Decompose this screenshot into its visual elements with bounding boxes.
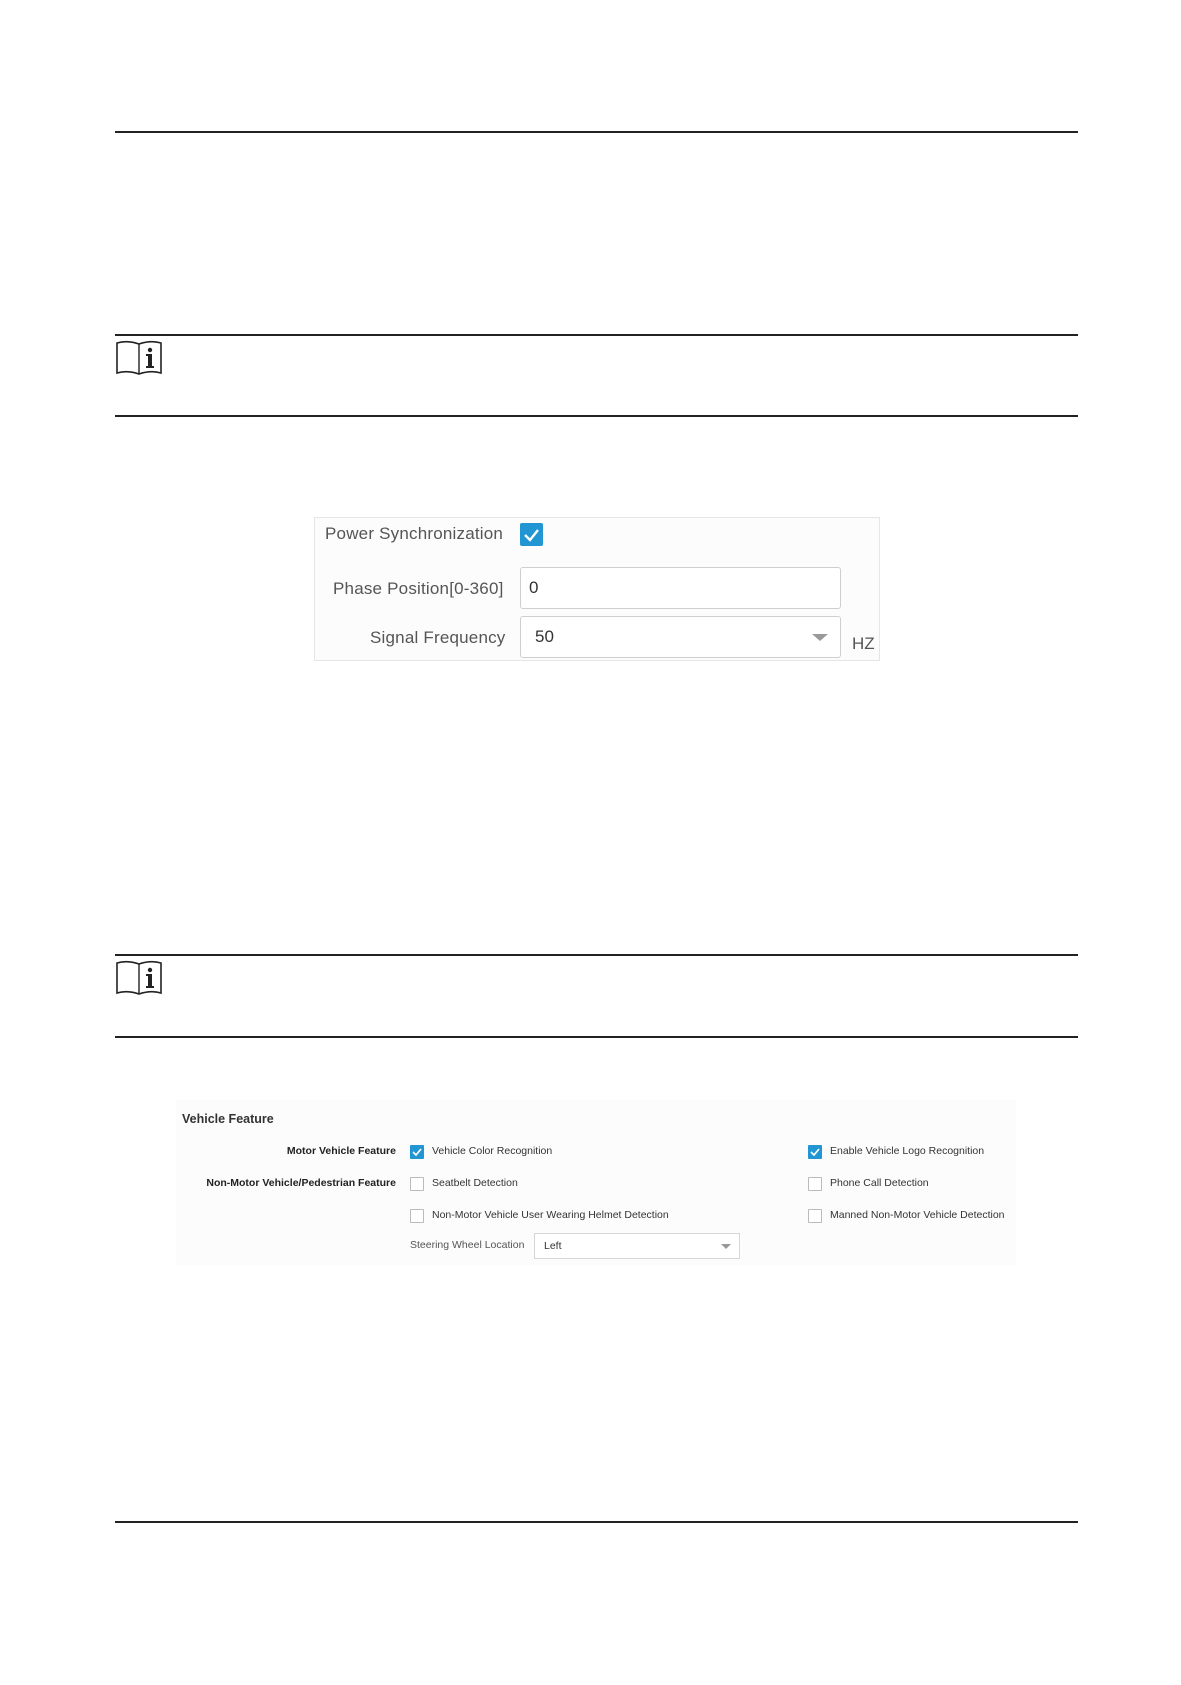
signal-frequency-select[interactable] bbox=[520, 616, 841, 658]
signal-frequency-label: Signal Frequency bbox=[370, 628, 506, 647]
check-icon bbox=[520, 523, 543, 546]
vehicle-feature-panel bbox=[176, 1100, 1016, 1265]
note-bottom-rule-1 bbox=[115, 415, 1078, 417]
seatbelt-label: Seatbelt Detection bbox=[432, 1177, 518, 1189]
note-info-icon bbox=[115, 960, 163, 996]
check-icon bbox=[809, 1146, 821, 1158]
non-motor-feature-label: Non-Motor Vehicle/Pedestrian Feature bbox=[206, 1177, 396, 1189]
vehicle-logo-checkbox[interactable] bbox=[808, 1145, 822, 1159]
note-bottom-rule-2 bbox=[115, 1036, 1078, 1038]
vehicle-feature-title: Vehicle Feature bbox=[182, 1112, 274, 1126]
header-rule bbox=[115, 131, 1078, 133]
note-info-icon bbox=[115, 340, 163, 376]
chevron-down-icon bbox=[721, 1244, 731, 1249]
phase-position-label: Phase Position[0-360] bbox=[333, 579, 504, 598]
motor-vehicle-feature-label: Motor Vehicle Feature bbox=[286, 1145, 396, 1157]
steering-wheel-select[interactable] bbox=[534, 1233, 740, 1259]
manned-checkbox[interactable] bbox=[808, 1209, 822, 1223]
signal-frequency-unit: HZ bbox=[852, 634, 875, 653]
steering-wheel-label: Steering Wheel Location bbox=[410, 1239, 525, 1251]
seatbelt-checkbox[interactable] bbox=[410, 1177, 424, 1191]
phone-call-label: Phone Call Detection bbox=[830, 1177, 929, 1189]
chevron-down-icon bbox=[812, 634, 828, 641]
signal-frequency-value: 50 bbox=[535, 627, 554, 646]
helmet-label: Non-Motor Vehicle User Wearing Helmet Detection bbox=[432, 1209, 669, 1221]
note-top-rule-1 bbox=[115, 334, 1078, 336]
note-top-rule-2 bbox=[115, 954, 1078, 956]
phone-call-checkbox[interactable] bbox=[808, 1177, 822, 1191]
manned-label: Manned Non-Motor Vehicle Detection bbox=[830, 1209, 1005, 1221]
helmet-checkbox[interactable] bbox=[410, 1209, 424, 1223]
vehicle-color-checkbox[interactable] bbox=[410, 1145, 424, 1159]
phase-position-input[interactable] bbox=[520, 567, 841, 609]
power-sync-checkbox[interactable] bbox=[520, 523, 543, 546]
check-icon bbox=[411, 1146, 423, 1158]
power-sync-panel bbox=[314, 517, 880, 661]
power-sync-label: Power Synchronization bbox=[325, 524, 504, 543]
vehicle-color-label: Vehicle Color Recognition bbox=[432, 1145, 553, 1157]
phase-position-value: 0 bbox=[529, 578, 539, 597]
steering-wheel-value: Left bbox=[544, 1240, 562, 1252]
footer-rule bbox=[115, 1521, 1078, 1523]
vehicle-logo-label: Enable Vehicle Logo Recognition bbox=[830, 1145, 985, 1157]
